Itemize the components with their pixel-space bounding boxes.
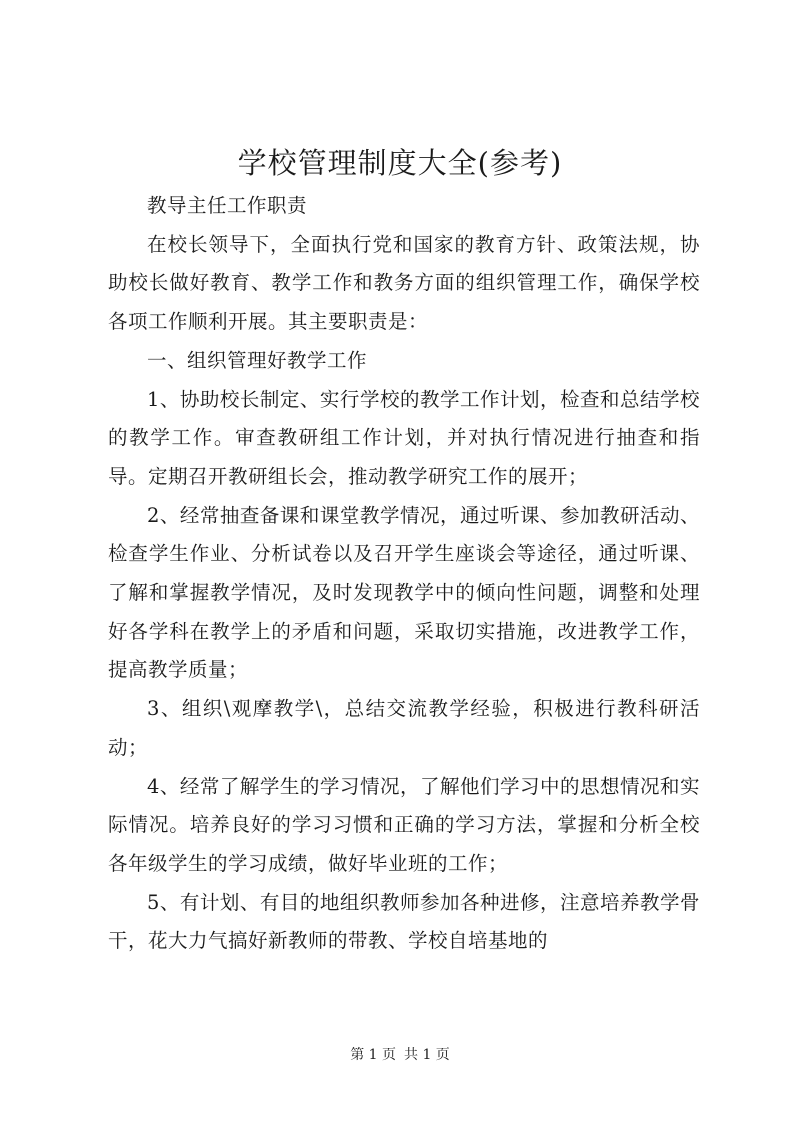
paragraph: 2、经常抽查备课和课堂教学情况，通过听课、参加教研活动、检查学生作业、分析试卷以及召开学生座谈会等途径，通过听课、了解和掌握教学情况，及时发现教学中的倾向性问题，调整和处理好各学科在教学上的矛盾和问题，采取切实措施，改进教学工作，提高教学质量； bbox=[108, 503, 700, 682]
paragraph: 3、组织\观摩教学\，总结交流教学经验，积极进行教科研活动； bbox=[108, 697, 700, 759]
page-footer bbox=[0, 1045, 800, 1065]
paragraph: 5、有计划、有目的地组织教师参加各种进修，注意培养教学骨干，花大力气搞好新教师的带教、学校自培基地的 bbox=[108, 890, 700, 953]
paragraph: 在校长领导下，全面执行党和国家的教育方针、政策法规，协助校长做好教育、教学工作和教务方面的组织管理工作，确保学校各项工作顺利开展。其主要职责是： bbox=[108, 232, 700, 334]
paragraph: 4、经常了解学生的学习情况，了解他们学习中的思想情况和实际情况。培养良好的学习习惯和正确的学习方法，掌握和分析全校各年级学生的学习成绩，做好毕业班的工作； bbox=[108, 774, 700, 875]
subsection-heading: 一、组织管理好教学工作 bbox=[147, 348, 368, 372]
document-body bbox=[108, 187, 700, 961]
page-number: 第 1 页 bbox=[350, 1047, 396, 1063]
document-title: 学校管理制度大全(参考) bbox=[237, 146, 563, 180]
paragraph: 1、协助校长制定、实行学校的教学工作计划，检查和总结学校的教学工作。审查教研组工作计划，并对执行情况进行抽查和指导。定期召开教研组长会，推动教学研究工作的展开； bbox=[108, 387, 700, 488]
section-heading: 教导主任工作职责 bbox=[147, 194, 308, 217]
page-total: 共 1 页 bbox=[404, 1047, 450, 1063]
